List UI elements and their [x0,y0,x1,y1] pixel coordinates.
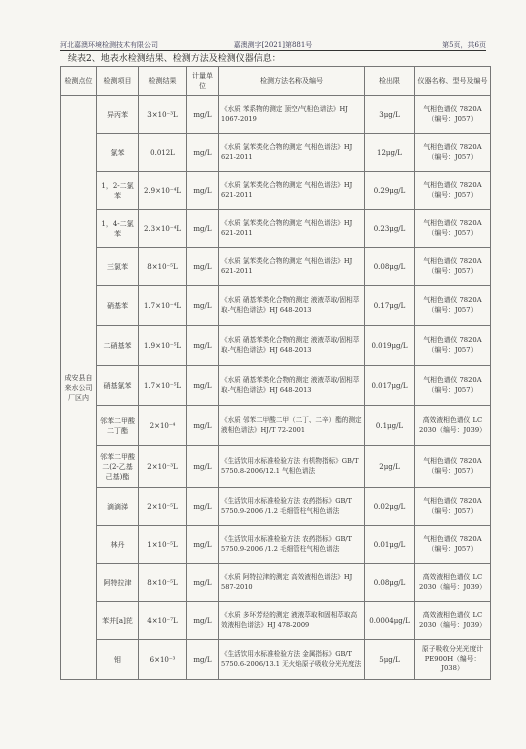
table-row [61,640,491,680]
method-cell: 《水质 阿特拉津的测定 高效液相色谱法》HJ 587-2010 [219,564,365,602]
result-cell: 8×10⁻⁵L [139,564,187,602]
instrument-cell: 气相色谱仪 7820A（编号：J057） [415,446,491,488]
limit-cell: 0.1μg/L [365,406,415,446]
item-cell: 三氯苯 [97,248,139,286]
limit-cell: 0.17μg/L [365,286,415,326]
instrument-cell: 气相色谱仪 7820A（编号：J057） [415,286,491,326]
table-row [61,210,491,248]
result-cell: 2×10⁻⁴ [139,406,187,446]
table-row [61,526,491,564]
result-cell: 6×10⁻³ [139,640,187,680]
unit-cell: mg/L [187,446,219,488]
result-cell: 8×10⁻⁵L [139,248,187,286]
instrument-cell: 高效液相色谱仪 LC 2030（编号：J039） [415,602,491,640]
col-header-method: 检测方法名称及编号 [219,67,365,96]
item-cell: 1，4-二氯苯 [97,210,139,248]
method-cell: 《水质 氯苯类化合物的测定 气相色谱法》HJ 621-2011 [219,172,365,210]
limit-cell: 0.017μg/L [365,366,415,406]
table-row [61,96,491,134]
unit-cell: mg/L [187,488,219,526]
instrument-cell: 原子吸收分光光度计 PE900H（编号：J038） [415,640,491,680]
limit-cell: 0.23μg/L [365,210,415,248]
result-cell: 3×10⁻³L [139,96,187,134]
table-row [61,248,491,286]
instrument-cell: 高效液相色谱仪 LC 2030（编号：J039） [415,564,491,602]
result-cell: 1.7×10⁻⁵L [139,366,187,406]
instrument-cell: 气相色谱仪 7820A（编号：J057） [415,172,491,210]
result-cell: 2×10⁻⁵L [139,488,187,526]
unit-cell: mg/L [187,210,219,248]
table-row [61,134,491,172]
instrument-cell: 气相色谱仪 7820A（编号：J057） [415,248,491,286]
unit-cell: mg/L [187,248,219,286]
col-header-limit: 检出限 [365,67,415,96]
method-cell: 《生活饮用水标准检验方法 有机物指标》GB/T 5750.8-2006/12.1 气相色谱法 [219,446,365,488]
item-cell: 氯苯 [97,134,139,172]
instrument-cell: 气相色谱仪 7820A（编号：J057） [415,366,491,406]
limit-cell: 0.019μg/L [365,326,415,366]
result-cell: 2×10⁻³L [139,446,187,488]
col-header-location: 检测点位 [61,67,97,96]
instrument-cell: 气相色谱仪 7820A（编号：J057） [415,96,491,134]
col-header-instrument: 仪器名称、型号及编号 [415,67,491,96]
page-number: 第5页，共6页 [442,41,486,49]
table-header-row [61,67,491,96]
method-cell: 《生活饮用水标准检验方法 农药指标》GB/T 5750.9-2006 /1.2 毛细管柱气相色谱法 [219,526,365,564]
instrument-cell: 气相色谱仪 7820A（编号：J057） [415,210,491,248]
method-cell: 《水质 多环芳烃的测定 液液萃取和固相萃取高效液相色谱法》HJ 478-2009 [219,602,365,640]
table-caption: 续表2、地表水检测结果、检测方法及检测仪器信息： [68,54,281,64]
method-cell: 《生活饮用水标准检验方法 农药指标》GB/T 5750.9-2006 /1.2 毛细管柱气相色谱法 [219,488,365,526]
table-row [61,326,491,366]
limit-cell: 0.08μg/L [365,248,415,286]
table-row [61,602,491,640]
limit-cell: 5μg/L [365,640,415,680]
limit-cell: 0.01μg/L [365,526,415,564]
limit-cell: 0.0004μg/L [365,602,415,640]
item-cell: 二硝基苯 [97,326,139,366]
result-cell: 2.9×10⁻⁴L [139,172,187,210]
location-cell: 成安县自来水公司厂区内 [61,96,97,680]
limit-cell: 0.29μg/L [365,172,415,210]
result-cell: 1.9×10⁻⁵L [139,326,187,366]
limit-cell: 3μg/L [365,96,415,134]
unit-cell: mg/L [187,326,219,366]
result-cell: 1.7×10⁻⁴L [139,286,187,326]
unit-cell: mg/L [187,564,219,602]
unit-cell: mg/L [187,134,219,172]
table-row [61,406,491,446]
result-cell: 0.012L [139,134,187,172]
method-cell: 《水质 氯苯类化合物的测定 气相色谱法》HJ 621-2011 [219,210,365,248]
unit-cell: mg/L [187,640,219,680]
method-cell: 《水质 邻苯二甲酸二甲（二丁、二辛）酯的测定 液相色谱法》HJ/T 72-2001 [219,406,365,446]
method-cell: 《水质 硝基苯类化合物的测定 液液萃取/固相萃取-气相色谱法》HJ 648-2013 [219,286,365,326]
instrument-cell: 气相色谱仪 7820A（编号：J057） [415,326,491,366]
method-cell: 《水质 硝基苯类化合物的测定 液液萃取/固相萃取-气相色谱法》HJ 648-2013 [219,366,365,406]
method-cell: 《生活饮用水标准检验方法 金属指标》GB/T 5750.6-2006/13.1 无火焰原子吸收分光光度法 [219,640,365,680]
unit-cell: mg/L [187,172,219,210]
table-row [61,488,491,526]
method-cell: 《水质 硝基苯类化合物的测定 液液萃取/固相萃取-气相色谱法》HJ 648-2013 [219,326,365,366]
limit-cell: 0.02μg/L [365,488,415,526]
col-header-item: 检测项目 [97,67,139,96]
item-cell: 硝基苯 [97,286,139,326]
table-row [61,446,491,488]
table-row [61,286,491,326]
item-cell: 异丙苯 [97,96,139,134]
result-cell: 1×10⁻⁵L [139,526,187,564]
results-table [60,66,491,680]
table-row [61,564,491,602]
company-name: 河北嘉澳环境检测技术有限公司 [60,41,158,49]
report-number: 嘉澳测字[2021]第881号 [233,41,313,49]
item-cell: 滴滴涕 [97,488,139,526]
method-cell: 《水质 氯苯类化合物的测定 气相色谱法》HJ 621-2011 [219,248,365,286]
result-cell: 2.3×10⁻⁴L [139,210,187,248]
unit-cell: mg/L [187,526,219,564]
item-cell: 阿特拉津 [97,564,139,602]
item-cell: 硝基氯苯 [97,366,139,406]
item-cell: 苯并[a]芘 [97,602,139,640]
unit-cell: mg/L [187,286,219,326]
unit-cell: mg/L [187,366,219,406]
limit-cell: 12μg/L [365,134,415,172]
table-row [61,366,491,406]
unit-cell: mg/L [187,96,219,134]
unit-cell: mg/L [187,602,219,640]
col-header-result: 检测结果 [139,67,187,96]
result-cell: 4×10⁻⁷L [139,602,187,640]
instrument-cell: 气相色谱仪 7820A（编号：J057） [415,134,491,172]
header-rule [60,50,486,51]
item-cell: 邻苯二甲酸二丁酯 [97,406,139,446]
col-header-unit: 计量单位 [187,67,219,96]
method-cell: 《水质 氯苯类化合物的测定 气相色谱法》HJ 621-2011 [219,134,365,172]
limit-cell: 0.08μg/L [365,564,415,602]
item-cell: 钼 [97,640,139,680]
item-cell: 林丹 [97,526,139,564]
method-cell: 《水质 苯系物的测定 顶空/气相色谱法》HJ 1067-2019 [219,96,365,134]
table-row [61,172,491,210]
instrument-cell: 高效液相色谱仪 LC 2030（编号：J039） [415,406,491,446]
item-cell: 1，2-二氯苯 [97,172,139,210]
page-header [60,40,486,50]
instrument-cell: 气相色谱仪 7820A（编号：J057） [415,526,491,564]
unit-cell: mg/L [187,406,219,446]
instrument-cell: 气相色谱仪 7820A（编号：J057） [415,488,491,526]
limit-cell: 2μg/L [365,446,415,488]
item-cell: 邻苯二甲酸二(2-乙基己基)酯 [97,446,139,488]
